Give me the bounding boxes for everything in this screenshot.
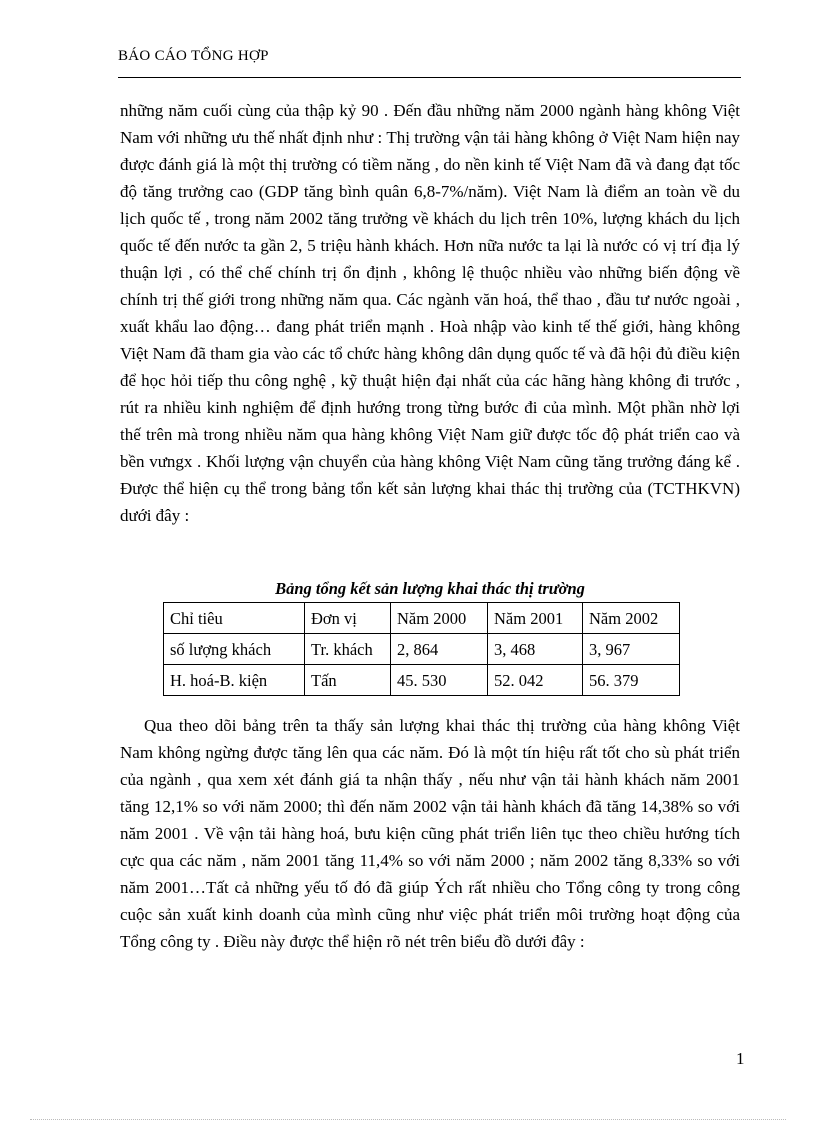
table-cell: 52. 042	[488, 665, 583, 696]
table-cell: 45. 530	[391, 665, 488, 696]
table-title: Bảng tổng kết sản lượng khai thác thị trường	[275, 579, 585, 598]
table-header-row	[164, 603, 680, 634]
table-cell: H. hoá-B. kiện	[164, 665, 305, 696]
table-cell: số lượng khách	[164, 634, 305, 665]
header-cell-2001: Năm 2001	[488, 603, 583, 634]
document-header: BÁO CÁO TỔNG HỢP	[118, 48, 269, 64]
output-summary-table	[163, 602, 680, 696]
table-cell: 3, 967	[583, 634, 680, 665]
header-cell-indicator: Chỉ tiêu	[164, 603, 305, 634]
header-divider	[118, 77, 741, 78]
table-cell: Tr. khách	[305, 634, 391, 665]
table-cell: 3, 468	[488, 634, 583, 665]
table-row	[164, 665, 680, 696]
header-cell-2002: Năm 2002	[583, 603, 680, 634]
header-cell-2000: Năm 2000	[391, 603, 488, 634]
table-cell: 2, 864	[391, 634, 488, 665]
table-cell: Tấn	[305, 665, 391, 696]
paragraph-analysis: Qua theo dõi bảng trên ta thấy sản lượng khai thác thị trường của hàng không Việt Nam không ngừng được tăng lên qua các năm. Đó là một tín hiệu rất tốt cho sù phát triển của ngành , qua xem xét đánh giá ta nhận thấy , nếu như vận tải hành khách năm 2001 tăng 12,1% so với năm 2000; thì đến năm 2002 vận tải hành khách đã tăng 14,38% so với năm 2001 . Về vận tải hàng hoá, bưu kiện cũng phát triển liên tục theo chiều hướng tích cực qua các năm , năm 2001 tăng 11,4% so với năm 2000 ; năm 2002 tăng 8,33% so với năm 2001…Tất cả những yếu tố đó đã giúp Ých rất nhiều cho Tổng công ty trong công cuộc sản xuất kinh doanh của mình cũng như việc phát triển môi trường hoạt động của Tổng công ty . Điều này được thể hiện rõ nét trên biểu đồ dưới đây :	[120, 716, 740, 951]
table-cell: 56. 379	[583, 665, 680, 696]
footer-divider	[30, 1119, 786, 1120]
page-number: 1	[736, 1049, 745, 1068]
header-cell-unit: Đơn vị	[305, 603, 391, 634]
paragraph-intro: những năm cuối cùng của thập kỷ 90 . Đến đầu những năm 2000 ngành hàng không Việt Nam với những ưu thế nhất định như : Thị trường vận tải hàng không ở Việt Nam hiện nay được đánh giá là một thị trường có tiềm năng , do nền kinh tế Việt Nam đã và đang đạt tốc độ tăng trưởng cao (GDP tăng bình quân 6,8-7%/năm). Việt Nam là điểm an toàn về du lịch quốc tế , trong năm 2002 tăng trưởng về khách du lịch trên 10%, lượng khách du lịch quốc tế đến nước ta gần 2, 5 triệu hành khách. Hơn nữa nước ta lại là nước có vị trí địa lý thuận lợi , có thể chế chính trị ổn định , không lệ thuộc nhiều vào những biến động về chính trị thế giới trong những năm qua. Các ngành văn hoá, thể thao , đầu tư nước ngoài , xuất khẩu lao động… đang phát triển mạnh . Hoà nhập vào kinh tế thế giới, hàng không Việt Nam đã tham gia vào các tổ chức hàng không dân dụng quốc tế và đã hội đủ điều kiện để học hỏi tiếp thu công nghệ , kỹ thuật hiện đại nhất của các hãng hàng không đi trước , rút ra nhiều kinh nghiệm để định hướng trong từng bước đi của mình. Một phần nhờ lợi thế trên mà trong nhiều năm qua hàng không Việt Nam giữ được tốc độ phát triển cao và bền vưngx . Khối lượng vận chuyển của hàng không Việt Nam cũng tăng trưởng đáng kể . Được thể hiện cụ thể trong bảng tổn kết sản lượng khai thác thị trường của (TCTHKVN) dưới đây :	[120, 101, 740, 525]
table-row	[164, 634, 680, 665]
